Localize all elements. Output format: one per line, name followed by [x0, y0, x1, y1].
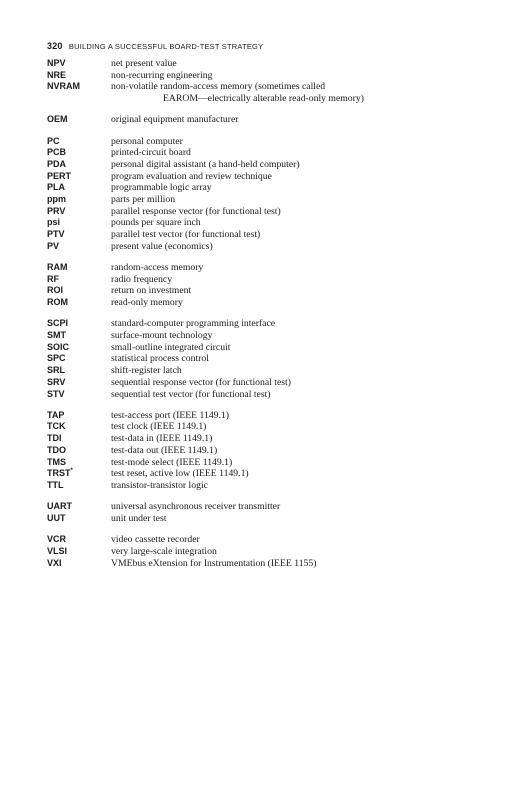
glossary-entry: [47, 217, 487, 229]
glossary-definition: [111, 217, 487, 229]
glossary-definition-text: test-access port (IEEE 1149.1): [111, 409, 229, 421]
glossary-definition: [111, 171, 487, 183]
glossary-term-text: RAM: [47, 262, 68, 273]
glossary-definition-text: original equipment manufacturer: [111, 114, 239, 126]
glossary-term-text: ROM: [47, 297, 68, 308]
glossary-entry: [47, 318, 487, 330]
glossary-term: [47, 513, 111, 525]
glossary-term: [47, 206, 111, 218]
glossary-entry: [47, 558, 487, 570]
glossary-term-text: TMS: [47, 456, 66, 467]
glossary-entry: [47, 377, 487, 389]
glossary-entry: [47, 81, 487, 104]
glossary-entry: [47, 457, 487, 469]
glossary-definition: [111, 159, 487, 171]
glossary-term: [47, 410, 111, 422]
glossary-entry: [47, 342, 487, 354]
glossary-group: [47, 410, 487, 492]
glossary-term: [47, 558, 111, 570]
glossary-definition: [111, 262, 487, 274]
glossary-entry: [47, 70, 487, 82]
glossary-entry: [47, 297, 487, 309]
glossary-entry: [47, 534, 487, 546]
glossary-term: [47, 274, 111, 286]
page-number: 320: [47, 41, 63, 51]
glossary-term-text: SPC: [47, 353, 66, 364]
glossary-term-text: OEM: [47, 114, 68, 125]
glossary-term: [47, 534, 111, 546]
glossary-definition: [111, 182, 487, 194]
glossary-term-text: SCPI: [47, 318, 69, 329]
glossary-term-text: TAP: [47, 409, 65, 420]
glossary-entry: [47, 501, 487, 513]
glossary-term-text: SRV: [47, 376, 66, 387]
glossary-definition: [111, 457, 487, 469]
glossary-definition: [111, 241, 487, 253]
glossary-term-text: PTV: [47, 229, 65, 240]
glossary-term: [47, 182, 111, 194]
glossary-entry: [47, 389, 487, 401]
glossary-term-text: PRV: [47, 205, 66, 216]
glossary-entry: [47, 159, 487, 171]
glossary-entry: [47, 353, 487, 365]
glossary-term-text: TDO: [47, 444, 66, 455]
glossary-term: [47, 342, 111, 354]
glossary-entry: [47, 480, 487, 492]
glossary-definition: [111, 433, 487, 445]
glossary-definition-text: test-data in (IEEE 1149.1): [111, 433, 213, 445]
glossary-term-text: VCR: [47, 534, 67, 545]
glossary-definition-text: VMEbus eXtension for Instrumentation (IEEE 1155): [111, 557, 317, 569]
glossary-term-text: PDA: [47, 158, 67, 169]
glossary-definition-text: test-mode select (IEEE 1149.1): [111, 456, 233, 468]
glossary-entry: [47, 229, 487, 241]
glossary-term-text: PCB: [47, 147, 67, 158]
glossary-term-text: SOIC: [47, 341, 70, 352]
glossary-definition: [111, 194, 487, 206]
glossary-entry: [47, 58, 487, 70]
glossary-entry: [47, 546, 487, 558]
glossary-definition-text: shift-register latch: [111, 365, 182, 377]
glossary-term: [47, 433, 111, 445]
glossary-definition: [111, 468, 487, 480]
glossary-entry: [47, 365, 487, 377]
glossary-term-text: UUT: [47, 512, 66, 523]
glossary-entry: [47, 445, 487, 457]
glossary-term: [47, 217, 111, 229]
glossary-entry: [47, 147, 487, 159]
glossary-entry: [47, 330, 487, 342]
glossary-group: [47, 262, 487, 309]
glossary-term-text: SMT: [47, 330, 66, 341]
glossary-entry: [47, 513, 487, 525]
glossary-term-text: STV: [47, 388, 65, 399]
glossary-definition: [111, 114, 487, 126]
glossary-definition-text: parallel response vector (for functional test): [111, 205, 281, 217]
running-title: BUILDING A SUCCESSFUL BOARD-TEST STRATEGY: [68, 42, 264, 51]
glossary-definition-text: random-access memory: [111, 262, 204, 274]
glossary-definition: [111, 389, 487, 401]
glossary-definition-text: statistical process control: [111, 353, 209, 365]
glossary-entry: [47, 171, 487, 183]
glossary-term: [47, 229, 111, 241]
glossary-definition-text: sequential test vector (for functional test): [111, 388, 271, 400]
glossary-term: [47, 457, 111, 469]
glossary-term-text: VXI: [47, 557, 62, 568]
glossary-term: [47, 194, 111, 206]
glossary-group: [47, 318, 487, 400]
glossary-definition-text: radio frequency: [111, 273, 173, 285]
glossary-term: [47, 318, 111, 330]
glossary-term: [47, 501, 111, 513]
glossary-definition: [111, 70, 487, 82]
glossary-entry: [47, 468, 487, 480]
glossary-term-text: PC: [47, 135, 60, 146]
glossary-definition: [111, 410, 487, 422]
glossary-definition-text: parts per million: [111, 194, 176, 206]
glossary-definition: [111, 297, 487, 309]
glossary-term-text: NRE: [47, 69, 67, 80]
glossary-group: [47, 534, 487, 569]
glossary-entry: [47, 194, 487, 206]
glossary-definition: [111, 147, 487, 159]
glossary-definition-text: parallel test vector (for functional test): [111, 229, 261, 241]
glossary-definition-text: unit under test: [111, 512, 167, 524]
glossary-definition-text: read-only memory: [111, 297, 183, 309]
glossary-definition: [111, 377, 487, 389]
glossary-definition: [111, 558, 487, 570]
glossary-term-text: TDI: [47, 433, 62, 444]
glossary-definition-text: pounds per square inch: [111, 217, 201, 229]
glossary-group: [47, 136, 487, 253]
glossary-term: [47, 136, 111, 148]
glossary-definition: [111, 229, 487, 241]
glossary-definition: [111, 480, 487, 492]
glossary-group: [47, 501, 487, 524]
glossary-definition-text: test clock (IEEE 1149.1): [111, 421, 207, 433]
glossary-term: [47, 330, 111, 342]
glossary-definition: [111, 534, 487, 546]
glossary-term: [47, 377, 111, 389]
glossary-term-text: NPV: [47, 58, 66, 68]
glossary-term-text: PERT: [47, 170, 72, 181]
glossary-definition: [111, 81, 487, 104]
glossary-definition-text: video cassette recorder: [111, 534, 200, 546]
glossary-entry: [47, 421, 487, 433]
glossary-term-text: TCK: [47, 421, 66, 432]
glossary-entry: [47, 285, 487, 297]
glossary-entry: [47, 182, 487, 194]
glossary-group: [47, 114, 487, 126]
glossary-definition-text: return on investment: [111, 285, 192, 297]
glossary-term: [47, 468, 111, 480]
glossary-term: [47, 114, 111, 126]
glossary-term-text: RF: [47, 273, 59, 284]
glossary-term-text: PLA: [47, 182, 65, 193]
glossary-entry: [47, 433, 487, 445]
glossary-definition-text: sequential response vector (for functional test): [111, 376, 291, 388]
glossary-definition: [111, 136, 487, 148]
glossary-term: [47, 241, 111, 253]
glossary-definition-text: net present value: [111, 58, 177, 69]
glossary-definition-text: standard-computer programming interface: [111, 318, 276, 330]
glossary-term: [47, 546, 111, 558]
glossary-term-text: TTL: [47, 480, 64, 490]
glossary-term: [47, 421, 111, 433]
glossary-term: [47, 365, 111, 377]
glossary-definition: [111, 365, 487, 377]
glossary-entry: [47, 274, 487, 286]
glossary-definition-text: surface-mount technology: [111, 330, 213, 342]
glossary-definition-text: printed-circuit board: [111, 147, 191, 159]
glossary-definition-text: non-volatile random-access memory (sometimes called: [111, 81, 326, 93]
glossary-term: [47, 262, 111, 274]
glossary-term-text: ppm: [47, 194, 66, 205]
glossary-definition-text: present value (economics): [111, 240, 213, 252]
glossary-term: [47, 171, 111, 183]
glossary-entry: [47, 410, 487, 422]
glossary-definition: [111, 513, 487, 525]
glossary-term-text: PV: [47, 240, 60, 251]
glossary-entry: [47, 206, 487, 218]
page-header: [47, 41, 477, 51]
glossary-definition-text: test-data out (IEEE 1149.1): [111, 444, 218, 456]
glossary-term-text: NVRAM: [47, 81, 80, 92]
glossary-entry: [47, 136, 487, 148]
glossary-definition: [111, 353, 487, 365]
glossary-definition: [111, 58, 487, 70]
glossary-term: [47, 81, 111, 104]
glossary-term-text: TRST: [47, 468, 71, 479]
glossary-term-text: VLSI: [47, 545, 68, 556]
glossary-group: [47, 58, 487, 105]
glossary-term: [47, 147, 111, 159]
glossary-definition-text: program evaluation and review technique: [111, 170, 272, 182]
glossary-term-text: SRL: [47, 365, 65, 376]
glossary-definition-text: small-outline integrated circuit: [111, 341, 231, 353]
glossary-term: [47, 70, 111, 82]
glossary-term: [47, 297, 111, 309]
glossary-definition: [111, 546, 487, 558]
glossary-definition: [111, 285, 487, 297]
glossary-term: [47, 480, 111, 492]
glossary-definition: [111, 274, 487, 286]
glossary-definition: [111, 501, 487, 513]
glossary-term: [47, 389, 111, 401]
glossary-definition-text: programmable logic array: [111, 182, 212, 194]
glossary-definition-text: very large-scale integration: [111, 545, 217, 557]
glossary-definition-text: transistor-transistor logic: [111, 480, 208, 491]
glossary-definition-text: personal digital assistant (a hand-held computer): [111, 158, 300, 170]
glossary-term-superscript: *: [70, 468, 73, 475]
glossary-definition: [111, 445, 487, 457]
glossary-term-text: ROI: [47, 285, 64, 296]
glossary-entry: [47, 262, 487, 274]
glossary-definition: [111, 421, 487, 433]
glossary-entry: [47, 241, 487, 253]
glossary-definition-text: personal computer: [111, 135, 183, 147]
glossary-definition-continuation: EAROM—electrically alterable read-only memory): [163, 93, 364, 105]
glossary-definition: [111, 206, 487, 218]
glossary-list: [47, 58, 487, 569]
glossary-term: [47, 353, 111, 365]
glossary-definition-text: test reset, active low (IEEE 1149.1): [111, 468, 249, 480]
glossary-definition: [111, 342, 487, 354]
glossary-definition: [111, 318, 487, 330]
glossary-definition-text: universal asynchronous receiver transmitter: [111, 501, 281, 513]
glossary-entry: [47, 114, 487, 126]
glossary-term: [47, 159, 111, 171]
glossary-term-text: psi: [47, 217, 61, 228]
glossary-term: [47, 58, 111, 70]
glossary-definition-text: non-recurring engineering: [111, 69, 213, 81]
glossary-term: [47, 285, 111, 297]
glossary-term-text: UART: [47, 501, 72, 512]
glossary-definition: [111, 330, 487, 342]
glossary-term: [47, 445, 111, 457]
